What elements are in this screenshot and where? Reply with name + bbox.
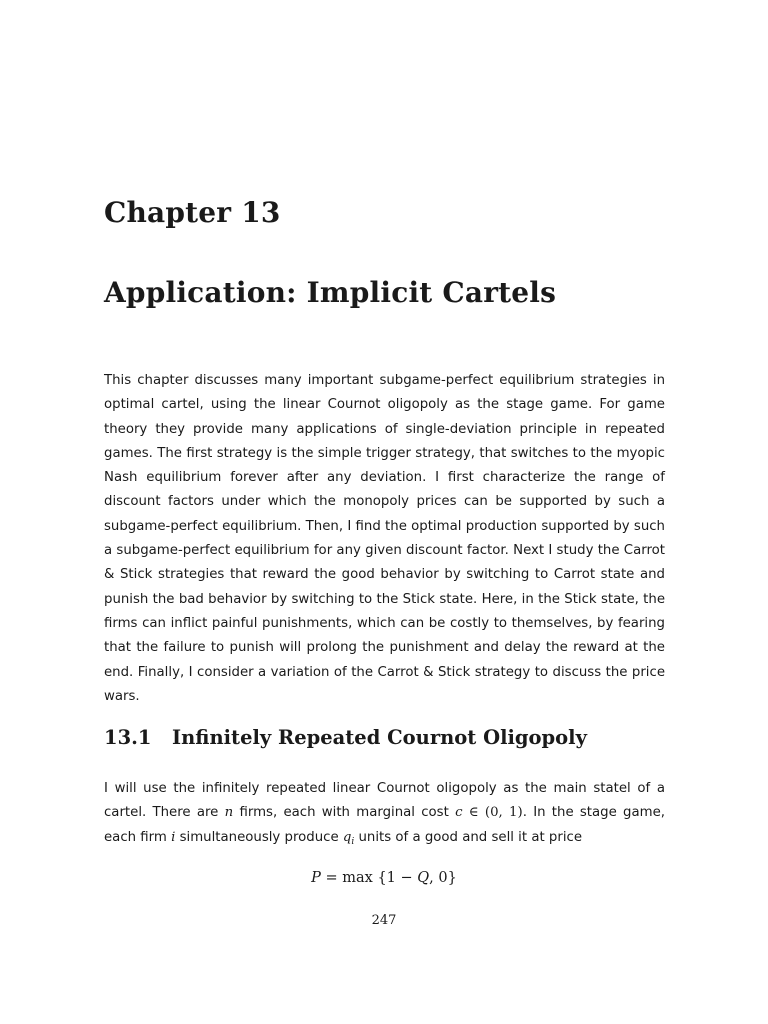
equation-Q: Q xyxy=(417,870,430,886)
equation-lhs: P xyxy=(311,870,321,886)
math-i: i xyxy=(171,829,176,845)
section-number: 13.1 xyxy=(104,726,152,749)
section-title: Infinitely Repeated Cournot Oligopoly xyxy=(172,726,587,749)
page-number: 247 xyxy=(371,913,397,928)
math-interval: ∈ (0, 1) xyxy=(462,805,523,821)
math-n: n xyxy=(224,805,234,821)
section-paragraph xyxy=(104,777,665,854)
math-c: c xyxy=(455,805,463,821)
section-text-3: . In the stage game, each firm xyxy=(104,805,666,845)
math-q: q xyxy=(342,829,352,845)
section-text-5: units of a good and sell it at price xyxy=(354,829,583,845)
section-text-4: simultaneously produce xyxy=(175,829,343,845)
chapter-title: Application: Implicit Cartels xyxy=(104,276,557,309)
chapter-label: Chapter 13 xyxy=(104,196,281,229)
equation-rhs: = max {1 − xyxy=(320,870,418,886)
section-heading xyxy=(104,726,587,749)
price-equation xyxy=(0,870,768,886)
section-text-2: firms, each with marginal cost xyxy=(233,805,456,821)
section-text-1: I will use the infinitely repeated linear Cournot oligopoly as the main statel of a cartel. There are xyxy=(104,781,665,821)
equation-end: , 0} xyxy=(429,870,457,886)
math-q-subscript: i xyxy=(351,836,355,847)
intro-paragraph: This chapter discusses many important subgame-perfect equilibrium strategies in optimal cartel, using the linear Cournot oligopoly as the stage game. For game theory they provide many applications of single-deviation principle in repeated games. The first strategy is the simple trigger strategy, that switches to the myopic Nash equilibrium forever after any deviation. I first characterize the range of discount factors under which the monopoly prices can be supported by such a subgame-perfect equilibrium. Then, I find the optimal production supported by such a subgame-perfect equilibrium for any given discount factor. Next I study the Carrot & Stick strategies that reward the good behavior by switching to Carrot state and punish the bad behavior by switching to the Stick state. Here, in the Stick state, the firms can inflict painful punishments, which can be costly to themselves, by fearing that the failure to punish will prolong the punishment and delay the reward at the end. Finally, I consider a variation of the Carrot & Stick strategy to discuss the price wars. xyxy=(104,373,665,704)
